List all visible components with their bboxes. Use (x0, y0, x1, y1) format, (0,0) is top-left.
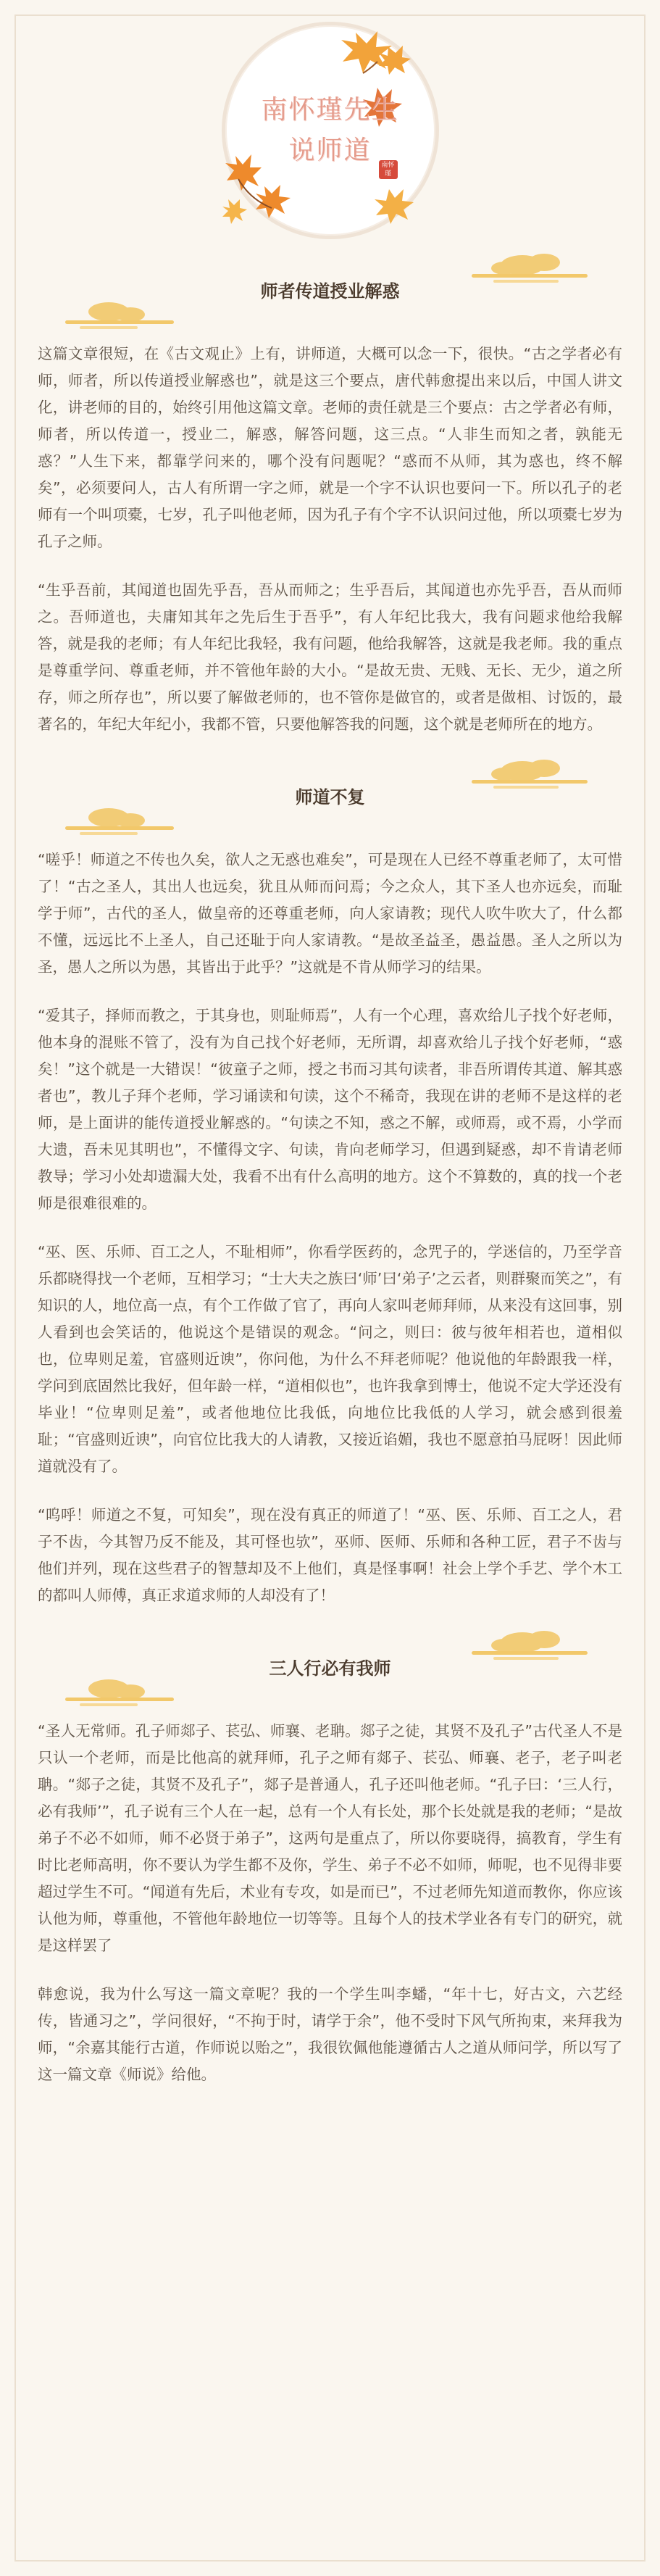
section-title: 师者传道授业解惑 (260, 281, 400, 302)
section-header (22, 1616, 638, 1703)
hero-medallion (222, 22, 439, 239)
section-3 (22, 1616, 638, 2088)
paragraph: “生乎吾前，其闻道也固先乎吾，吾从而师之；生乎吾后，其闻道也亦先乎吾，吾从而师之。吾师道也，夫庸知其年之先后生于吾乎”，有人年纪比我大，我有问题求他给我解答，就是我的老师；有人年纪比我轻，我有问题，他给我解答，这就是我老师。我的重点是尊重学问、尊重老师，并不管他年龄的大小。“是故无贵、无贱、无长、无少，道之所存，师之所存也”，所以要了解做老师的，也不管你是做官的，或者是做相、讨饭的，最著名的，年纪大年纪小，我都不管，只要他解答我的问题，这个就是老师所在的地方。 (38, 581, 622, 733)
section-2 (22, 745, 638, 1609)
maple-leaf-icon (334, 25, 414, 76)
section-1 (22, 239, 638, 738)
auspicious-cloud-icon-left (65, 803, 181, 844)
paragraph: 韩愈说，我为什么写这一篇文章呢？我的一个学生叫李蟠，“年十七，好古文，六艺经传，皆通习之”，学问很好，“不拘于时，请学于余”，他不受时下风气所拘束，来拜我为师，“余嘉其能行古道，作师说以贻之”，我很钦佩他能遵循古人之道从师问学，所以写了这一篇文章《师说》给他。 (38, 1985, 622, 2083)
paragraph: 这篇文章很短，在《古文观止》上有，讲师道，大概可以念一下，很快。“古之学者必有师，师者，所以传道授业解惑也”，就是这三个要点，唐代韩愈提出来以后，中国人讲文化，讲老师的目的，始终引用他这篇文章。老师的责任就是三个要点：古之学者必有师，师者，所以传道一，授业二，解惑，解答问题，这三点。“人非生而知之者，孰能无惑？”人生下来，都靠学问来的，哪个没有问题呢？“惑而不从师，其为惑也，终不解矣”，必须要问人，古人有所谓一字之师，就是一个字不认识也要问一下。所以孔子的老师有一个叫项橐，七岁，孔子叫他老师，因为孔子有个字不认识问过他，所以项橐七岁为孔子之师。 (38, 345, 622, 550)
seal-stamp: 南怀瑾 (379, 160, 398, 179)
paragraph: “呜呼！师道之不复，可知矣”，现在没有真正的师道了！“巫、医、乐师、百工之人，君子不齿，今其智乃反不能及，其可怪也欤”，巫师、医师、乐师和各种工匠，君子不齿与他们并列，现在这些君子的智慧却及不上他们，真是怪事啊！社会上学个手艺、学个木工的都叫人师傅，真正求道求师的人却没有了！ (38, 1506, 622, 1604)
section-title: 三人行必有我师 (269, 1658, 391, 1679)
auspicious-cloud-icon-left (65, 297, 181, 338)
paragraph: “嗟乎！师道之不传也久矣，欲人之无惑也难矣”，可是现在人已经不尊重老师了，太可惜了！“古之圣人，其出人也远矣，犹且从师而问焉；今之众人，其下圣人也亦远矣，而耻学于师”，古代的圣人，做皇帝的还尊重老师，向人家请教；现代人吹牛吹大了，什么都不懂，远远比不上圣人，自己还耻于向人家请教。“是故圣益圣，愚益愚。圣人之所以为圣，愚人之所以为愚，其皆出于此乎？”这就是不肯从师学习的结果。 (38, 851, 622, 976)
auspicious-cloud-icon-left (65, 1674, 181, 1715)
hero-title-line1: 南怀瑾先生 (261, 95, 399, 125)
small-leaf-icon-2 (370, 185, 421, 228)
paragraph: “圣人无常师。孔子师郯子、苌弘、师襄、老聃。郯子之徒，其贤不及孔子”古代圣人不是只认一个老师，而是比他高的就拜师，孔子之师有郯子、苌弘、师襄、老子，老子叫老聃。“郯子之徒，其贤不及孔子”，郯子是普通人，孔子还叫他老师。“孔子曰：‘三人行，必有我师’”，孔子说有三个人在一起，总有一个人有长处，那个长处就是我的老师；“是故弟子不必不如师，师不必贤于弟子”，这两句是重点了，所以你要晓得，搞教育，学生有时比老师高明，你不要认为学生都不及你，学生、弟子不必不如师，师呢，也不见得非要超过学生不可。“闻道有先后，术业有专攻，如是而已”，不过老师先知道而教你，你应该认他为师，尊重他，不管他年龄地位一切等等。且每个人的技术学业各有专门的研究，就是这样罢了 (38, 1722, 622, 1954)
section-header (22, 239, 638, 326)
section-title: 师道不复 (295, 787, 365, 807)
paragraph: “巫、医、乐师、百工之人，不耻相师”，你看学医药的，念咒子的，学迷信的，乃至学音乐都晓得找一个老师，互相学习；“士大夫之族曰‘师’曰‘弟子’之云者，则群聚而笑之”，有知识的人，地位高一点，有个工作做了官了，再向人家叫老师拜师，从来没有这回事，别人看到也会笑话的，他说这个是错误的观念。“问之，则曰：彼与彼年相若也，道相似也，位卑则足羞，官盛则近谀”，你问他，为什么不拜老师呢？他说他的年龄跟我一样，学问到底固然比我好，但年龄一样，“道相似也”，也许我拿到博士，他说不定大学还没有毕业！“位卑则足羞”，或者他地位比我低，向地位比我低的人学习，就会感到很羞耻；“官盛则近谀”，向官位比我大的人请教，又接近谄媚，我也不愿意拍马屁呀！因此师道就没有了。 (38, 1243, 622, 1475)
section-header (22, 745, 638, 832)
hero-banner (22, 0, 638, 239)
paragraph: “爱其子，择师而教之，于其身也，则耻师焉”，人有一个心理，喜欢给儿子找个好老师，他本身的混账不管了，没有为自己找个好老师，无所谓，却喜欢给儿子找个好老师，“惑矣！”这个就是一大错误！“彼童子之师，授之书而习其句读者，非吾所谓传其道、解其惑者也”，教儿子拜个老师，学习诵读和句读，这个不稀奇，我现在讲的老师不是这样的老师，是上面讲的能传道授业解惑的。“句读之不知，惑之不解，或师焉，或不焉，小学而大遗，吾未见其明也”，不懂得文字、句读，肯向老师学习，但遇到疑惑，却不肯请老师教导；学习小处却遗漏大处，我看不出有什么高明的地方。这个不算数的，真的找一个老师是很难很难的。 (38, 1007, 622, 1212)
hero-title-line2: 说师道 (288, 136, 372, 165)
